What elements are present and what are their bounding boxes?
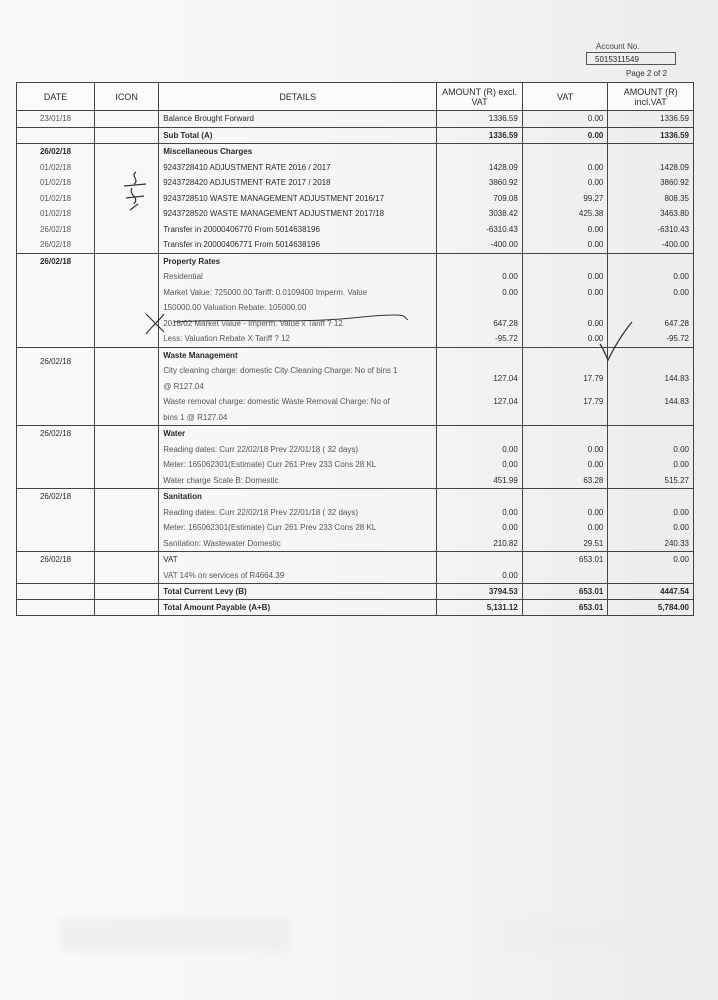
- property-vat: 0.00: [587, 287, 604, 297]
- col-icon: ICON: [95, 83, 159, 111]
- property-excl: 0.00: [502, 287, 518, 297]
- misc-row-detail: Transfer in 20000406771 From 5014638196: [163, 240, 320, 249]
- misc-row-vat: 0.00: [587, 162, 604, 172]
- misc-row-date: 26/02/18: [39, 224, 72, 234]
- misc-row-excl: 709.08: [493, 193, 518, 203]
- misc-section: [17, 144, 694, 254]
- property-excl: -95.72: [495, 334, 518, 343]
- property-vat: 0.00: [587, 272, 604, 281]
- header-row: [17, 83, 694, 111]
- balance-row: [17, 111, 694, 128]
- misc-row-incl: -400.00: [661, 240, 689, 249]
- faded-footer-block-right: [500, 918, 700, 952]
- misc-row-incl: 808.35: [664, 193, 689, 203]
- water-title: Water: [163, 429, 186, 438]
- property-incl: 647.28: [664, 318, 689, 328]
- misc-row-vat: 0.00: [587, 178, 604, 187]
- vat-incl: 0.00: [673, 555, 689, 564]
- sanitation-section: [17, 489, 694, 552]
- balance-detail: Balance Brought Forward: [163, 114, 254, 123]
- col-vat: VAT: [522, 83, 608, 111]
- property-excl: 0.00: [502, 272, 518, 281]
- vat-title: VAT: [163, 555, 178, 564]
- misc-row-incl: -6310.43: [657, 224, 689, 234]
- misc-row-date: 01/02/18: [39, 162, 72, 172]
- col-date: DATE: [17, 83, 95, 111]
- misc-row-detail: 9243728510 WASTE MANAGEMENT ADJUSTMENT 2016/17: [163, 193, 385, 203]
- water-incl: 515.27: [664, 475, 689, 485]
- faded-footer-block: [60, 918, 290, 952]
- subtotal-a-excl: 1336.59: [488, 130, 518, 140]
- vat-excl: 0.00: [502, 570, 518, 580]
- total-payable-excl: 5,131.12: [437, 600, 523, 616]
- misc-row-vat: 99.27: [583, 193, 604, 203]
- waste-vat: 17.79: [583, 374, 604, 383]
- bill-table: [16, 82, 694, 616]
- water-date: 26/02/18: [39, 429, 72, 438]
- property-line: 2018/02 Market Value - Imperm. Value x Tariff ? 12: [163, 318, 343, 328]
- total-current-excl: 3794.53: [437, 584, 523, 600]
- waste-line: City cleaning charge: domestic City Cleaning Charge: No of bins 1: [163, 366, 398, 375]
- sanitation-date: 26/02/18: [39, 492, 72, 501]
- misc-row-vat: 0.00: [587, 224, 604, 234]
- waste-section: [17, 347, 694, 426]
- waste-vat: 17.79: [583, 396, 604, 406]
- waste-line: bins 1 @ R127.04: [163, 412, 228, 422]
- waste-line: Waste removal charge: domestic Waste Removal Charge: No of: [163, 397, 390, 406]
- misc-row-excl: 1428.09: [488, 162, 518, 172]
- misc-row-excl: 3038.42: [488, 209, 518, 218]
- col-amount-incl: AMOUNT (R) incl.VAT: [608, 83, 694, 111]
- water-line: Reading dates: Curr 22/02/18 Prev 22/01/18 ( 32 days): [163, 444, 359, 454]
- sanitation-incl: 240.33: [664, 538, 689, 548]
- sanitation-line: Reading dates: Curr 22/02/18 Prev 22/01/18 ( 32 days): [163, 507, 359, 517]
- misc-row-excl: -6310.43: [486, 224, 518, 234]
- water-vat: 63.28: [583, 475, 604, 485]
- waste-title: Waste Management: [163, 350, 238, 360]
- balance-vat: 0.00: [587, 114, 604, 123]
- subtotal-a-vat: 0.00: [587, 130, 604, 140]
- water-incl: 0.00: [673, 460, 689, 469]
- waste-incl: 144.83: [664, 396, 689, 406]
- water-line: Water charge Scale B: Domestic: [163, 475, 279, 485]
- sanitation-vat: 0.00: [587, 523, 604, 532]
- misc-date: 26/02/18: [39, 147, 72, 156]
- water-vat: 0.00: [587, 444, 604, 454]
- sanitation-vat: 29.51: [583, 538, 604, 548]
- water-excl: 0.00: [502, 444, 518, 454]
- misc-row-incl: 3463.80: [660, 209, 689, 218]
- total-payable-row: [17, 600, 694, 616]
- total-payable-vat: 653.01: [522, 600, 608, 616]
- water-excl: 0.00: [502, 460, 518, 469]
- sanitation-incl: 0.00: [673, 523, 689, 532]
- col-details: DETAILS: [159, 83, 437, 111]
- sanitation-excl: 210.82: [493, 538, 518, 548]
- misc-row-excl: -400.00: [490, 240, 518, 249]
- sanitation-excl: 0.00: [502, 507, 518, 517]
- property-line: Market Value: 725000.00 Tariff: 0.0109400 Imperm. Value: [163, 287, 368, 297]
- water-excl: 451.99: [493, 475, 518, 485]
- misc-row-incl: 3860.92: [660, 178, 689, 187]
- misc-row-date: 01/02/18: [39, 178, 72, 187]
- subtotal-a-label: Sub Total (A): [163, 130, 213, 140]
- property-excl: 647.28: [493, 318, 518, 328]
- property-incl: 0.00: [673, 287, 689, 297]
- page-indicator: Page 2 of 2: [626, 69, 667, 78]
- waste-line: @ R127.04: [163, 381, 204, 391]
- waste-excl: 127.04: [493, 396, 518, 406]
- vat-section: [17, 552, 694, 584]
- total-current-row: [17, 584, 694, 600]
- balance-date: 23/01/18: [39, 114, 72, 123]
- sanitation-line: Meter: 165062301(Estimate) Curr 261 Prev 233 Cons 28 KL: [163, 523, 377, 532]
- waste-incl: 144.83: [664, 374, 689, 383]
- property-line: 150000.00 Valuation Rebate: 105000.00: [163, 303, 307, 312]
- vat-line: VAT 14% on services of R4664.39: [163, 570, 285, 580]
- subtotal-a-row: [17, 127, 694, 144]
- property-incl: 0.00: [673, 272, 689, 281]
- sanitation-title: Sanitation: [163, 492, 202, 501]
- property-vat: 0.00: [587, 318, 604, 328]
- subtotal-a-incl: 1336.59: [660, 130, 689, 140]
- vat-date: 26/02/18: [39, 555, 72, 564]
- misc-row-vat: 425.38: [578, 209, 604, 218]
- sanitation-line: Sanitation: Wastewater Domestic: [163, 538, 281, 548]
- misc-row-incl: 1428.09: [660, 162, 689, 172]
- balance-incl: 1336.59: [660, 114, 689, 123]
- total-payable-label: Total Amount Payable (A+B): [159, 600, 437, 616]
- sanitation-excl: 0.00: [502, 523, 518, 532]
- property-section: [17, 253, 694, 347]
- sanitation-incl: 0.00: [673, 507, 689, 517]
- property-line: Less: Valuation Rebate X Tariff ? 12: [163, 334, 290, 343]
- property-incl: -95.72: [666, 334, 689, 343]
- col-amount-excl: AMOUNT (R) excl. VAT: [437, 83, 523, 111]
- misc-row-detail: 9243728420 ADJUSTMENT RATE 2017 / 2018: [163, 178, 331, 187]
- misc-row-excl: 3860.92: [488, 178, 518, 187]
- misc-title: Miscellaneous Charges: [163, 147, 253, 156]
- water-line: Meter: 165062301(Estimate) Curr 261 Prev 233 Cons 28 KL: [163, 460, 377, 469]
- water-incl: 0.00: [673, 444, 689, 454]
- total-current-label: Total Current Levy (B): [159, 584, 437, 600]
- property-title: Property Rates: [163, 256, 221, 266]
- waste-excl: 127.04: [493, 374, 518, 383]
- misc-row-vat: 0.00: [587, 240, 604, 249]
- misc-row-detail: 9243728410 ADJUSTMENT RATE 2016 / 2017: [163, 162, 331, 172]
- total-payable-incl: 5,784.00: [608, 600, 694, 616]
- property-vat: 0.00: [587, 334, 604, 343]
- water-vat: 0.00: [587, 460, 604, 469]
- misc-row-date: 01/02/18: [39, 193, 72, 203]
- total-current-vat: 653.01: [522, 584, 608, 600]
- misc-row-detail: 9243728520 WASTE MANAGEMENT ADJUSTMENT 2017/18: [163, 209, 385, 218]
- misc-row-detail: Transfer in 20000406770 From 5014638196: [163, 224, 320, 234]
- misc-row-date: 01/02/18: [39, 209, 72, 218]
- vat-vat: 653.01: [578, 555, 604, 564]
- water-section: [17, 426, 694, 489]
- sanitation-vat: 0.00: [587, 507, 604, 517]
- waste-date: 26/02/18: [39, 356, 72, 366]
- account-label: Account No.: [596, 42, 640, 51]
- property-date: 26/02/18: [39, 256, 72, 266]
- total-current-incl: 4447.54: [608, 584, 694, 600]
- balance-excl: 1336.59: [488, 114, 518, 123]
- property-line: Residential: [163, 272, 203, 281]
- misc-row-date: 26/02/18: [39, 240, 72, 249]
- account-number: 5015311549: [586, 52, 676, 65]
